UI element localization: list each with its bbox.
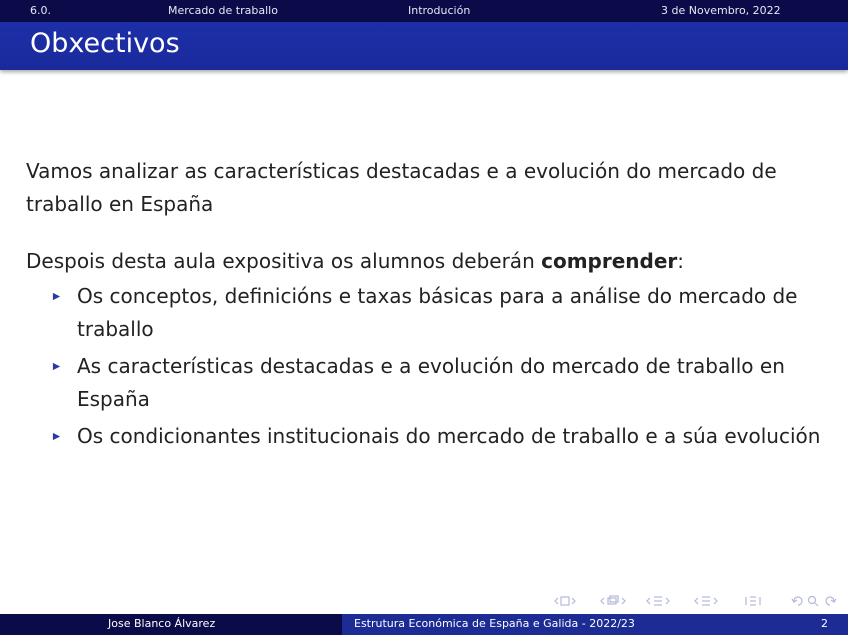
header-section[interactable]: Mercado de traballo bbox=[168, 4, 278, 17]
nav-subsection-next-icon[interactable] bbox=[622, 598, 625, 604]
list-item bbox=[26, 350, 826, 416]
list-item-text: Os condicionantes institucionais do mercado de traballo e a súa evolución bbox=[77, 424, 821, 448]
lead-text bbox=[26, 245, 826, 278]
nav-document-next-icon[interactable] bbox=[714, 598, 717, 604]
nav-frame-next-icon[interactable] bbox=[572, 598, 575, 604]
intro-text: Vamos analizar as características destacadas e a evolución do mercado de traballo en España bbox=[26, 159, 777, 216]
header-date: 3 de Novembro, 2022 bbox=[661, 4, 781, 17]
nav-frame-icon[interactable] bbox=[561, 597, 569, 605]
nav-back-icon[interactable] bbox=[792, 597, 802, 605]
slide-content bbox=[26, 155, 826, 457]
footer-bar bbox=[0, 614, 848, 635]
navigation-symbols bbox=[550, 594, 840, 608]
title-bar bbox=[0, 22, 848, 70]
nav-section-next-icon[interactable] bbox=[666, 598, 669, 604]
list-item-text: As características destacadas e a evolución do mercado de traballo en España bbox=[77, 354, 785, 411]
triangle-bullet-icon bbox=[52, 362, 61, 371]
lead-text-before: Despois desta aula expositiva os alumnos deberán bbox=[26, 249, 542, 273]
list-item bbox=[26, 280, 826, 346]
footer-left bbox=[0, 614, 342, 635]
nav-search-icon[interactable] bbox=[809, 597, 819, 607]
nav-subsection-prev-icon[interactable] bbox=[601, 598, 604, 604]
footer-course: Estrutura Económica de España e Galida - 2022/23 bbox=[354, 617, 635, 630]
footer-right bbox=[342, 614, 848, 635]
list-item-text: Os conceptos, definicións e taxas básicas para a análise do mercado de traballo bbox=[77, 284, 798, 341]
slide-title: Obxectivos bbox=[30, 28, 180, 59]
nav-section-prev-icon[interactable] bbox=[647, 598, 650, 604]
lead-text-bold: comprender bbox=[541, 249, 678, 273]
nav-subsection-icon[interactable] bbox=[608, 596, 618, 604]
list-item bbox=[26, 420, 826, 453]
footer-page-number: 2 bbox=[821, 617, 828, 630]
nav-forward-icon[interactable] bbox=[826, 597, 836, 605]
lead-text-after: : bbox=[677, 249, 685, 273]
triangle-bullet-icon bbox=[52, 292, 61, 301]
header-bar bbox=[0, 0, 848, 22]
footer-author: Jose Blanco Álvarez bbox=[108, 617, 216, 630]
nav-document-prev-icon[interactable] bbox=[695, 598, 698, 604]
objectives-list bbox=[26, 280, 826, 453]
triangle-bullet-icon bbox=[52, 432, 61, 441]
nav-appendix-icon[interactable] bbox=[746, 597, 760, 605]
nav-frame-prev-icon[interactable] bbox=[555, 598, 558, 604]
nav-section-icon[interactable] bbox=[654, 597, 662, 605]
header-subsection[interactable]: Introdución bbox=[408, 4, 471, 17]
header-section-number: 6.0. bbox=[30, 4, 51, 17]
nav-document-icon[interactable] bbox=[702, 597, 710, 605]
